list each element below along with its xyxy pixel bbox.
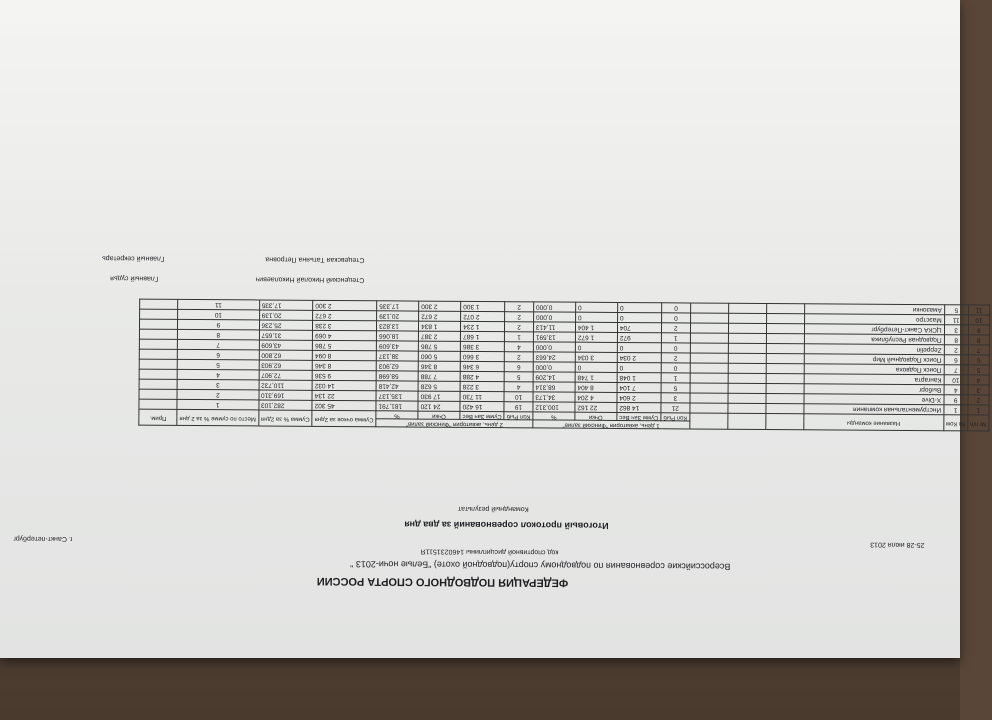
cell-blank (728, 363, 766, 373)
event-title: Всероссийские соревнования по подводному спорту(подводной охоте) "Белые ночи-2013 " (350, 559, 731, 572)
cell-d1v: 0 (617, 312, 661, 322)
col-d1-pct: % (533, 412, 575, 420)
cell-d2k: 2 (505, 312, 534, 322)
cell-d2k: 4 (505, 342, 534, 352)
col-day1: 1 день, акватория "Финский залив" (533, 420, 690, 429)
cell-d1p: 13,591 (533, 332, 575, 342)
cell-d1v: 14 862 (617, 402, 661, 412)
cell-pl: 4 (177, 369, 258, 380)
cell-d2p: 13,823 (377, 321, 419, 331)
cell-d1v: 0 (617, 302, 661, 312)
cell-d1v: 704 (617, 322, 661, 332)
cell-sp: 62,903 (259, 360, 313, 370)
cell-d2p: 181,791 (376, 401, 418, 411)
cell-name: Zeppelin (804, 344, 944, 355)
cell-d1p: 68,314 (533, 382, 575, 392)
col-d2-pct: % (376, 411, 418, 419)
col-note: Прим. (139, 409, 177, 425)
cell-sp: 31,657 (259, 330, 313, 340)
cell-d2v: 1 234 (461, 321, 505, 331)
cell-d1o: 4 204 (575, 392, 617, 402)
cell-blank (728, 333, 766, 343)
cell-blank (690, 343, 728, 353)
cell-blank (766, 363, 804, 373)
cell-d1o: 1 404 (575, 322, 617, 332)
cell-so: 2 300 (313, 300, 377, 310)
cell-blank (728, 343, 766, 353)
results-table (138, 299, 990, 432)
cell-d2p: 62,903 (376, 361, 418, 371)
cell-blank (139, 389, 177, 399)
cell-so: 4 069 (313, 330, 377, 340)
cell-d1k: 0 (661, 363, 690, 373)
cell-d2o: 2 300 (419, 301, 461, 311)
col-sum-pct: Сумма % за 2дня (258, 410, 312, 426)
cell-so: 8 094 (312, 350, 376, 360)
cell-n: 11 (968, 305, 989, 315)
cell-blank (766, 343, 804, 353)
cell-d1k: 2 (661, 353, 690, 363)
cell-d2v: 3 660 (460, 351, 504, 361)
cell-n: 10 (968, 315, 989, 325)
col-blank-1 (765, 413, 803, 429)
cell-d1o: 1 748 (575, 372, 617, 382)
cell-n: 7 (968, 345, 989, 355)
protocol-title: Итоговый протокол соревнований за два дня (404, 519, 609, 531)
cell-sp: 110,732 (259, 380, 313, 390)
cell-d2o: 1 834 (419, 321, 461, 331)
cell-d2o: 2 672 (419, 311, 461, 321)
cell-so: 5 786 (313, 340, 377, 350)
col-blank-2 (727, 413, 765, 429)
cell-d2o: 5 786 (418, 341, 460, 351)
cell-d2v: 1 300 (461, 301, 505, 311)
cell-blank (728, 373, 766, 383)
cell-d2k: 6 (504, 362, 533, 372)
cell-blank (140, 319, 178, 329)
cell-n: 3 (968, 385, 989, 395)
cell-name: ЦСКА Санкт-Петербург (804, 324, 944, 335)
cell-sp: 62,800 (259, 350, 313, 360)
cell-n: 6 (968, 355, 989, 365)
cell-sp: 169,310 (259, 390, 313, 400)
cell-d1k: 1 (661, 333, 690, 343)
cell-blank (690, 353, 728, 363)
cell-d1p: 0,000 (533, 312, 575, 322)
cell-team: 7 (944, 365, 968, 375)
cell-n: 9 (968, 325, 989, 335)
cell-blank (728, 303, 766, 313)
cell-name: Кангарта (804, 374, 944, 385)
cell-blank (139, 369, 177, 379)
cell-d2v: 3 228 (460, 381, 504, 391)
cell-pl: 11 (178, 299, 259, 310)
cell-d2p: 38,137 (376, 351, 418, 361)
cell-blank (766, 383, 804, 393)
cell-pl: 2 (177, 389, 258, 400)
cell-d1o: 0 (575, 302, 617, 312)
cell-name: Поиск Подвоха (804, 364, 944, 375)
cell-d2k: 5 (504, 372, 533, 382)
cell-blank (690, 313, 728, 323)
cell-blank (766, 353, 804, 363)
cell-d1k: 1 (661, 373, 690, 383)
cell-d1p: 34,173 (533, 392, 575, 402)
cell-name: X-Dive (804, 394, 944, 405)
cell-d1p: 0,000 (533, 302, 575, 312)
cell-d2o: 7 788 (418, 371, 460, 381)
cell-blank (728, 313, 766, 323)
cell-blank (766, 393, 804, 403)
cell-n: 4 (968, 375, 989, 385)
cell-d1p: 14,209 (533, 372, 575, 382)
cell-blank (140, 309, 178, 319)
secretary-name: Стецевская Татьяна Петровна (265, 255, 365, 264)
cell-blank (728, 353, 766, 363)
cell-blank (690, 373, 728, 383)
cell-d2v: 2 072 (461, 311, 505, 321)
col-d1-ochki: Очки (575, 412, 617, 420)
cell-blank (766, 323, 804, 333)
cell-d1o: 8 404 (575, 382, 617, 392)
cell-d2v: 1 687 (461, 331, 505, 341)
cell-d1k: 2 (662, 323, 691, 333)
cell-d2k: 2 (505, 352, 534, 362)
cell-sp: 20,139 (259, 310, 313, 320)
cell-blank (766, 313, 804, 323)
cell-d2k: 2 (505, 302, 534, 312)
cell-team: 11 (944, 315, 968, 325)
table-body (139, 299, 990, 415)
cell-d1v: 972 (617, 332, 661, 342)
cell-blank (766, 373, 804, 383)
cell-pl: 1 (177, 399, 258, 410)
cell-so: 45 302 (312, 400, 376, 410)
cell-d1k: 0 (661, 343, 690, 353)
cell-d1p: 11,413 (533, 322, 575, 332)
cell-blank (728, 383, 766, 393)
cell-d1v: 7 104 (617, 382, 661, 392)
discipline-code: код спортивной дисциплины 1460231511Я (420, 547, 559, 556)
col-d1-ves: Сумм Зач Вес (617, 412, 661, 420)
cell-name: Поиск Подводный Мир (804, 354, 944, 365)
cell-n: 5 (968, 365, 989, 375)
cell-blank (140, 329, 178, 339)
event-city: г. Санкт-петербург (13, 534, 73, 543)
cell-d2o: 5 628 (418, 381, 460, 391)
cell-d1o: 3 034 (575, 352, 617, 362)
cell-sp: 17,335 (259, 300, 313, 310)
cell-d2p: 20,139 (377, 311, 419, 321)
cell-d2p: 58,698 (376, 371, 418, 381)
cell-d1k: 0 (662, 303, 691, 313)
cell-team: 3 (944, 325, 968, 335)
cell-pl: 8 (178, 329, 259, 340)
cell-blank (140, 299, 178, 309)
cell-so: 14 032 (312, 380, 376, 390)
cell-d2k: 4 (504, 382, 533, 392)
col-sum-points: Сумма очков за 2дня (312, 410, 376, 426)
cell-blank (728, 323, 766, 333)
cell-d1p: 0,000 (533, 342, 575, 352)
cell-team: 8 (944, 335, 968, 345)
federation-title: ФЕДЕРАЦИЯ ПОДВОДНОГО СПОРТА РОССИИ (316, 574, 569, 589)
cell-pl: 9 (178, 319, 259, 330)
cell-d2k: 19 (504, 402, 533, 412)
cell-d2o: 17 930 (418, 391, 460, 401)
cell-team: 5 (944, 305, 968, 315)
cell-pl: 10 (178, 309, 259, 320)
col-d2-kol: Кол Рыб (504, 412, 533, 420)
cell-d1k: 0 (662, 313, 691, 323)
cell-d1o: 0 (575, 342, 617, 352)
cell-blank (139, 359, 177, 369)
secretary-title: Главный секретарь (102, 254, 165, 262)
cell-blank (766, 303, 804, 313)
col-day2: 2 день, акватория "Финский залив" (376, 419, 533, 428)
cell-blank (690, 363, 728, 373)
cell-so: 22 134 (312, 390, 376, 400)
cell-d1v: 0 (617, 342, 661, 352)
cell-d1o: 0 (575, 312, 617, 322)
cell-blank (140, 339, 178, 349)
cell-d1o: 1 672 (575, 332, 617, 342)
cell-name: Инструментальная компания (804, 404, 944, 415)
cell-n: 1 (968, 405, 989, 415)
cell-d2p: 135,137 (376, 391, 418, 401)
cell-d2k: 1 (505, 332, 534, 342)
cell-blank (139, 349, 177, 359)
cell-pl: 3 (177, 379, 258, 390)
cell-team: 1 (944, 405, 968, 415)
cell-team: 9 (944, 395, 968, 405)
cell-so: 3 238 (313, 320, 377, 330)
cell-blank (690, 383, 728, 393)
cell-d1p: 0,000 (533, 362, 575, 372)
cell-blank (690, 333, 728, 343)
cell-blank (139, 399, 177, 409)
cell-sp: 43,609 (259, 340, 313, 350)
cell-pl: 5 (177, 359, 258, 370)
cell-blank (766, 403, 804, 413)
cell-d2v: 4 288 (460, 371, 504, 381)
cell-blank (690, 303, 728, 313)
cell-name: Маэстро (804, 314, 944, 325)
col-d2-ves: Сумм Зач Вес (460, 411, 504, 419)
col-num: № п/п (968, 415, 989, 431)
cell-sp: 282,103 (258, 400, 312, 410)
judge-title: Главный судья (110, 274, 159, 282)
cell-d2p: 42,418 (376, 381, 418, 391)
event-dates: 25-28 июля 2013 (870, 540, 925, 549)
cell-d1p: 24,663 (533, 352, 575, 362)
cell-d1p: 100,312 (533, 402, 575, 412)
cell-d2v: 3 386 (460, 341, 504, 351)
cell-so: 9 536 (312, 370, 376, 380)
cell-d1o: 22 162 (575, 402, 617, 412)
cell-d2o: 8 346 (418, 361, 460, 371)
cell-d2p: 18,066 (377, 331, 419, 341)
col-place: Место по сумме % за 2 дня (177, 409, 258, 426)
cell-blank (728, 393, 766, 403)
cell-d2o: 5 060 (418, 351, 460, 361)
cell-d2v: 6 346 (460, 361, 504, 371)
cell-d1v: 2 604 (617, 392, 661, 402)
cell-d1v: 1 048 (617, 372, 661, 382)
cell-name: Подводная Республика (804, 334, 944, 345)
cell-d1k: 5 (661, 383, 690, 393)
cell-d2o: 2 387 (419, 331, 461, 341)
cell-d1v: 0 (617, 362, 661, 372)
col-team-name: Название команды (803, 414, 943, 431)
cell-name: Выборг (804, 384, 944, 395)
cell-blank (690, 403, 728, 413)
cell-d2v: 16 420 (460, 401, 504, 411)
col-d1-kol: Кол Рыб (661, 413, 690, 421)
cell-blank (766, 333, 804, 343)
protocol-subtitle: Командный результат (457, 504, 529, 513)
cell-n: 8 (968, 335, 989, 345)
cell-d1v: 2 034 (617, 352, 661, 362)
cell-blank (690, 393, 728, 403)
cell-sp: 25,236 (259, 320, 313, 330)
cell-d2o: 24 120 (418, 401, 460, 411)
cell-team: 10 (944, 375, 968, 385)
cell-d1k: 21 (661, 403, 690, 413)
cell-blank (690, 323, 728, 333)
cell-blank (728, 403, 766, 413)
cell-team: 4 (944, 385, 968, 395)
cell-d2v: 11 730 (460, 391, 504, 401)
cell-d1k: 3 (661, 393, 690, 403)
cell-pl: 6 (177, 349, 258, 360)
cell-blank (139, 379, 177, 389)
col-d2-ochki: Очки (418, 411, 460, 419)
cell-d1o: 0 (575, 362, 617, 372)
cell-n: 2 (968, 395, 989, 405)
col-team-num: № Ком (943, 415, 967, 431)
cell-d2k: 10 (504, 392, 533, 402)
col-blank-3 (689, 413, 727, 429)
cell-pl: 7 (178, 339, 259, 350)
cell-team: 2 (944, 345, 968, 355)
cell-d2p: 17,335 (377, 301, 419, 311)
cell-sp: 72,907 (259, 370, 313, 380)
cell-so: 8 346 (312, 360, 376, 370)
judge-name: Стеценский Николай Николаевич (255, 275, 365, 284)
cell-so: 2 672 (313, 310, 377, 320)
cell-d2p: 43,609 (376, 341, 418, 351)
cell-name: Амазонки (804, 304, 944, 315)
cell-d2k: 2 (505, 322, 534, 332)
cell-team: 6 (944, 355, 968, 365)
